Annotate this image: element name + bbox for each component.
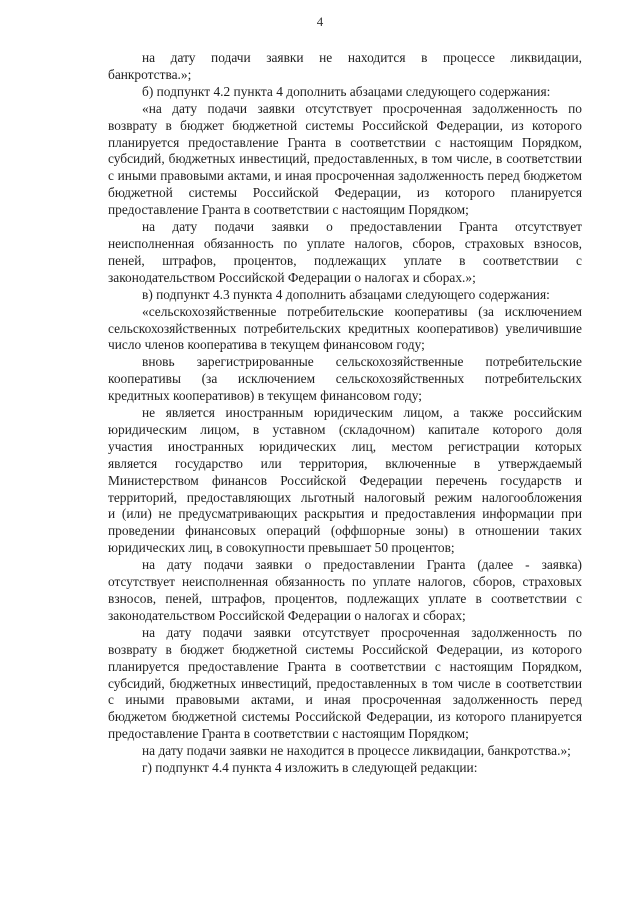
- text-line: взносов, пеней, штрафов, процентов, подлежащих уплате в соответствии с: [108, 591, 582, 606]
- text-line: пеней, штрафов, процентов, подлежащих уплате в соответствии с: [108, 252, 582, 268]
- text-line: предоставление Гранта в соответствии с настоящим Порядком;: [108, 202, 469, 218]
- paragraph: [108, 84, 582, 101]
- text-line: на дату подачи заявки о предоставлении Гранта (далее - заявка): [142, 557, 582, 573]
- text-line: субсидий, бюджетных инвестиций, предоставленных в том числе в соответствии: [108, 675, 582, 691]
- paragraph: [108, 405, 582, 557]
- text-line: на дату подачи заявки не находится в процессе ликвидации, банкротства.»;: [142, 743, 571, 759]
- text-line: кооперативы (за исключением сельскохозяйственных потребительских: [108, 371, 582, 387]
- text-line: на дату подачи заявки не находится в процессе ликвидации,: [142, 50, 582, 65]
- paragraph: [108, 304, 582, 355]
- text-line: г) подпункт 4.4 пункта 4 изложить в следующей редакции:: [142, 760, 478, 776]
- text-line: сельскохозяйственных потребительских кредитных кооперативов) увеличившие: [108, 320, 582, 336]
- text-line: на дату подачи заявки о предоставлении Гранта отсутствует: [142, 219, 582, 235]
- text-line: возврату в бюджет бюджетной системы Российской Федерации, из которого: [108, 117, 582, 133]
- text-line: и (или) не предусматривающих раскрытия и предоставления информации при: [108, 506, 582, 522]
- paragraph: [108, 287, 582, 304]
- text-line: возврату в бюджет бюджетной системы Российской Федерации, из которого: [108, 641, 582, 657]
- text-line: число членов кооператива в текущем финансовом году;: [108, 337, 425, 353]
- text-line: «сельскохозяйственные потребительские кооперативы (за исключением: [142, 303, 582, 319]
- paragraph: [108, 743, 582, 760]
- paragraph: [108, 101, 582, 219]
- text-line: юридических лиц, в совокупности превышает 50 процентов;: [108, 540, 455, 556]
- text-line: законодательством Российской Федерации о налогах и сборах;: [108, 607, 466, 623]
- text-line: неисполненная обязанность по уплате налогов, сборов, страховых взносов,: [108, 235, 582, 251]
- text-line: отсутствует неисполненная обязанность по уплате налогов, сборов, страховых: [108, 574, 582, 590]
- paragraph: [108, 760, 582, 777]
- text-line: с иными правовыми актами, и иная просроченная задолженность перед бюджетом: [108, 168, 582, 184]
- text-line: не является иностранным юридическим лицом, а также российским: [142, 405, 582, 421]
- text-line: бюджетной системы Российской Федерации, из которого планируется: [108, 185, 582, 201]
- paragraph: [108, 50, 582, 84]
- text-line: участия иностранных юридических лиц, местом регистрации которых: [108, 438, 582, 454]
- text-line: б) подпункт 4.2 пункта 4 дополнить абзацами следующего содержания:: [142, 83, 551, 99]
- text-line: субсидий, бюджетных инвестиций, предоставленных, в том числе, в соответствии: [108, 151, 582, 167]
- text-line: вновь зарегистрированные сельскохозяйственные потребительские: [142, 354, 582, 370]
- paragraph: [108, 354, 582, 405]
- text-line: территорий, предоставляющих льготный налоговый режим налогообложения: [108, 489, 582, 505]
- page-number: 4: [316, 14, 324, 29]
- paragraph: [108, 557, 582, 625]
- text-line: Министерством финансов Российской Федерации перечень государств и: [108, 472, 582, 488]
- paragraph: [108, 219, 582, 287]
- text-line: в) подпункт 4.3 пункта 4 дополнить абзацами следующего содержания:: [142, 286, 550, 302]
- text-line: «на дату подачи заявки отсутствует просроченная задолженность по: [142, 100, 582, 116]
- text-line: является государство или территория, включенные в утверждаемый: [108, 455, 582, 471]
- text-line: юридическим лицом, в уставном (складочном) капитале которого доля: [108, 421, 582, 437]
- text-line: законодательством Российской Федерации о налогах и сборах.»;: [108, 269, 476, 285]
- text-line: с иными правовыми актами, и иная просроченная задолженность перед: [108, 692, 582, 708]
- document-body: [108, 50, 582, 777]
- text-line: планируется предоставление Гранта в соответствии с настоящим Порядком,: [108, 134, 582, 150]
- text-line: проведении финансовых операций (оффшорные зоны) в отношении таких: [108, 523, 582, 539]
- text-line: предоставление Гранта в соответствии с настоящим Порядком;: [108, 726, 469, 742]
- text-line: планируется предоставление Гранта в соответствии с настоящим Порядком,: [108, 658, 582, 674]
- text-line: банкротства.»;: [108, 66, 192, 82]
- text-line: на дату подачи заявки отсутствует просроченная задолженность по: [142, 624, 582, 640]
- text-line: кредитных кооперативов) в текущем финансовом году;: [108, 388, 423, 404]
- text-line: бюджетом бюджетной системы Российской Федерации, из которого планируется: [108, 709, 582, 725]
- paragraph: [108, 625, 582, 743]
